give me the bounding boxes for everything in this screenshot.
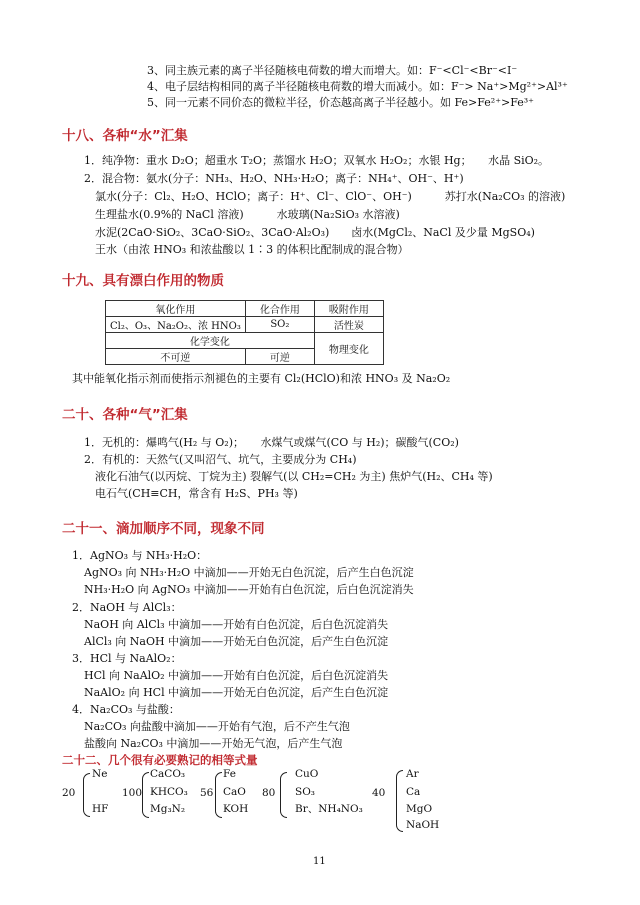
- section-21-title: 二十一、滴加顺序不同，现象不同: [62, 521, 265, 537]
- sec21-line: AlCl₃ 向 NaOH 中滴加——开始无白色沉淀，后产生白色沉淀: [84, 635, 389, 648]
- sec21-group-head: 2．NaOH 与 AlCl₃：: [72, 601, 182, 614]
- mass-100-value: 100: [122, 787, 143, 799]
- mass-100-brace: [142, 772, 149, 818]
- mass-56-value: 56: [200, 787, 214, 799]
- sec21-line: 盐酸向 Na₂CO₃ 中滴加——开始无气泡，后产生气泡: [84, 737, 343, 750]
- sec18-line: 氯水(分子：Cl₂、H₂O、HClO；离子：H⁺、Cl⁻、ClO⁻、OH⁻) 苏打水(Na₂CO₃ 的溶液): [95, 190, 566, 203]
- mass-80-item: Br、NH₄NO₃: [295, 803, 363, 815]
- mass-56-item: KOH: [223, 803, 249, 815]
- sec19-note: 其中能氧化指示剂而使指示剂褪色的主要有 Cl₂(HClO)和浓 HNO₃ 及 Na₂O₂: [72, 372, 451, 385]
- sec18-line: 王水（由浓 HNO₃ 和浓盐酸以 1∶3 的体积比配制成的混合物）: [95, 243, 409, 256]
- table-header-combination: 化合作用: [245, 301, 314, 317]
- mass-40-item: Ca: [406, 786, 421, 798]
- mass-56-item: CaO: [223, 786, 246, 798]
- table-cell-reversible: 可逆: [245, 349, 314, 365]
- sec18-line: 生理盐水(0.9%的 NaCl 溶液) 水玻璃(Na₂SiO₃ 水溶液): [95, 208, 400, 221]
- sec21-line: NaOH 向 AlCl₃ 中滴加——开始有白色沉淀，后白色沉淀消失: [84, 618, 389, 631]
- bleaching-table: [105, 300, 384, 365]
- table-header-adsorption: 吸附作用: [314, 301, 383, 317]
- table-cell-chemical-change: 化学变化: [106, 333, 315, 349]
- mass-20-item: HF: [92, 803, 109, 815]
- sec20-line: 2．有机的：天然气(又叫沼气、坑气，主要成分为 CH₄): [84, 453, 357, 466]
- section-19-title: 十九、具有漂白作用的物质: [62, 273, 224, 289]
- mass-40-item: MgO: [406, 803, 433, 815]
- mass-80-item: CuO: [295, 768, 319, 780]
- sec18-line: 1．纯净物：重水 D₂O；超重水 T₂O；蒸馏水 H₂O；双氧水 H₂O₂；水银 Hg； 水晶 SiO₂。: [84, 154, 550, 167]
- page-number: 11: [313, 856, 326, 867]
- mass-40-brace: [396, 770, 403, 832]
- table-cell-oxidation: Cl₂、O₃、Na₂O₂、浓 HNO₃: [106, 317, 246, 333]
- sec21-line: Na₂CO₃ 向盐酸中滴加——开始有气泡，后不产生气泡: [84, 720, 350, 733]
- sec21-group-head: 3．HCl 与 NaAlO₂：: [72, 652, 182, 665]
- intro-line-4: 4、电子层结构相同的离子半径随核电荷数的增大而减小。如：F⁻> Na⁺>Mg²⁺>Al³⁺: [147, 80, 568, 93]
- mass-40-value: 40: [372, 787, 386, 799]
- section-20-title: 二十、各种“气”汇集: [62, 407, 188, 423]
- sec20-line: 1．无机的：爆鸣气(H₂ 与 O₂)； 水煤气或煤气(CO 与 H₂)；碳酸气(CO₂): [84, 436, 459, 449]
- mass-80-brace: [280, 772, 287, 818]
- section-22-title: 二十二、几个很有必要熟记的相等式量: [62, 753, 258, 767]
- mass-20-value: 20: [62, 787, 76, 799]
- sec21-line: NH₃·H₂O 向 AgNO₃ 中滴加——开始有白色沉淀，后白色沉淀消失: [84, 583, 414, 596]
- mass-56-item: Fe: [223, 768, 236, 780]
- intro-line-3: 3、同主族元素的离子半径随核电荷数的增大而增大。如：F⁻<Cl⁻<Br⁻<I⁻: [147, 64, 518, 77]
- sec18-line: 水泥(2CaO·SiO₂、3CaO·SiO₂、3CaO·Al₂O₃) 卤水(MgCl₂、NaCl 及少量 MgSO₄): [95, 226, 535, 239]
- sec21-line: AgNO₃ 向 NH₃·H₂O 中滴加——开始无白色沉淀，后产生白色沉淀: [84, 566, 414, 579]
- table-cell-adsorption: 活性炭: [314, 317, 383, 333]
- section-18-title: 十八、各种“水”汇集: [62, 128, 188, 144]
- mass-100-item: Mg₃N₂: [150, 803, 186, 815]
- mass-20-item: Ne: [92, 768, 108, 780]
- sec18-line: 2．混合物：氨水(分子：NH₃、H₂O、NH₃·H₂O；离子：NH₄⁺、OH⁻、H⁺): [84, 172, 464, 185]
- sec21-group-head: 4．Na₂CO₃ 与盐酸：: [72, 703, 180, 716]
- sec21-line: HCl 向 NaAlO₂ 中滴加——开始有白色沉淀，后白色沉淀消失: [84, 669, 389, 682]
- mass-80-value: 80: [262, 787, 276, 799]
- mass-100-item: CaCO₃: [150, 768, 186, 780]
- sec20-line: 液化石油气(以丙烷、丁烷为主) 裂解气(以 CH₂=CH₂ 为主) 焦炉气(H₂、CH₄ 等): [95, 470, 493, 483]
- table-cell-irreversible: 不可逆: [106, 349, 246, 365]
- mass-20-brace: [83, 773, 90, 817]
- intro-line-5: 5、同一元素不同价态的微粒半径，价态越高离子半径越小。如 Fe>Fe²⁺>Fe³⁺: [147, 96, 534, 109]
- sec21-group-head: 1．AgNO₃ 与 NH₃·H₂O：: [72, 549, 208, 562]
- sec21-line: NaAlO₂ 向 HCl 中滴加——开始无白色沉淀，后产生白色沉淀: [84, 686, 389, 699]
- mass-40-item: NaOH: [406, 819, 440, 831]
- mass-40-item: Ar: [406, 768, 419, 780]
- table-cell-physical-change: 物理变化: [314, 333, 383, 365]
- sec20-line: 电石气(CH≡CH，常含有 H₂S、PH₃ 等): [95, 487, 298, 500]
- mass-80-item: SO₃: [295, 786, 316, 798]
- mass-56-brace: [215, 772, 222, 818]
- table-header-oxidation: 氧化作用: [106, 301, 246, 317]
- mass-100-item: KHCO₃: [150, 786, 188, 798]
- table-cell-combination: SO₂: [245, 317, 314, 333]
